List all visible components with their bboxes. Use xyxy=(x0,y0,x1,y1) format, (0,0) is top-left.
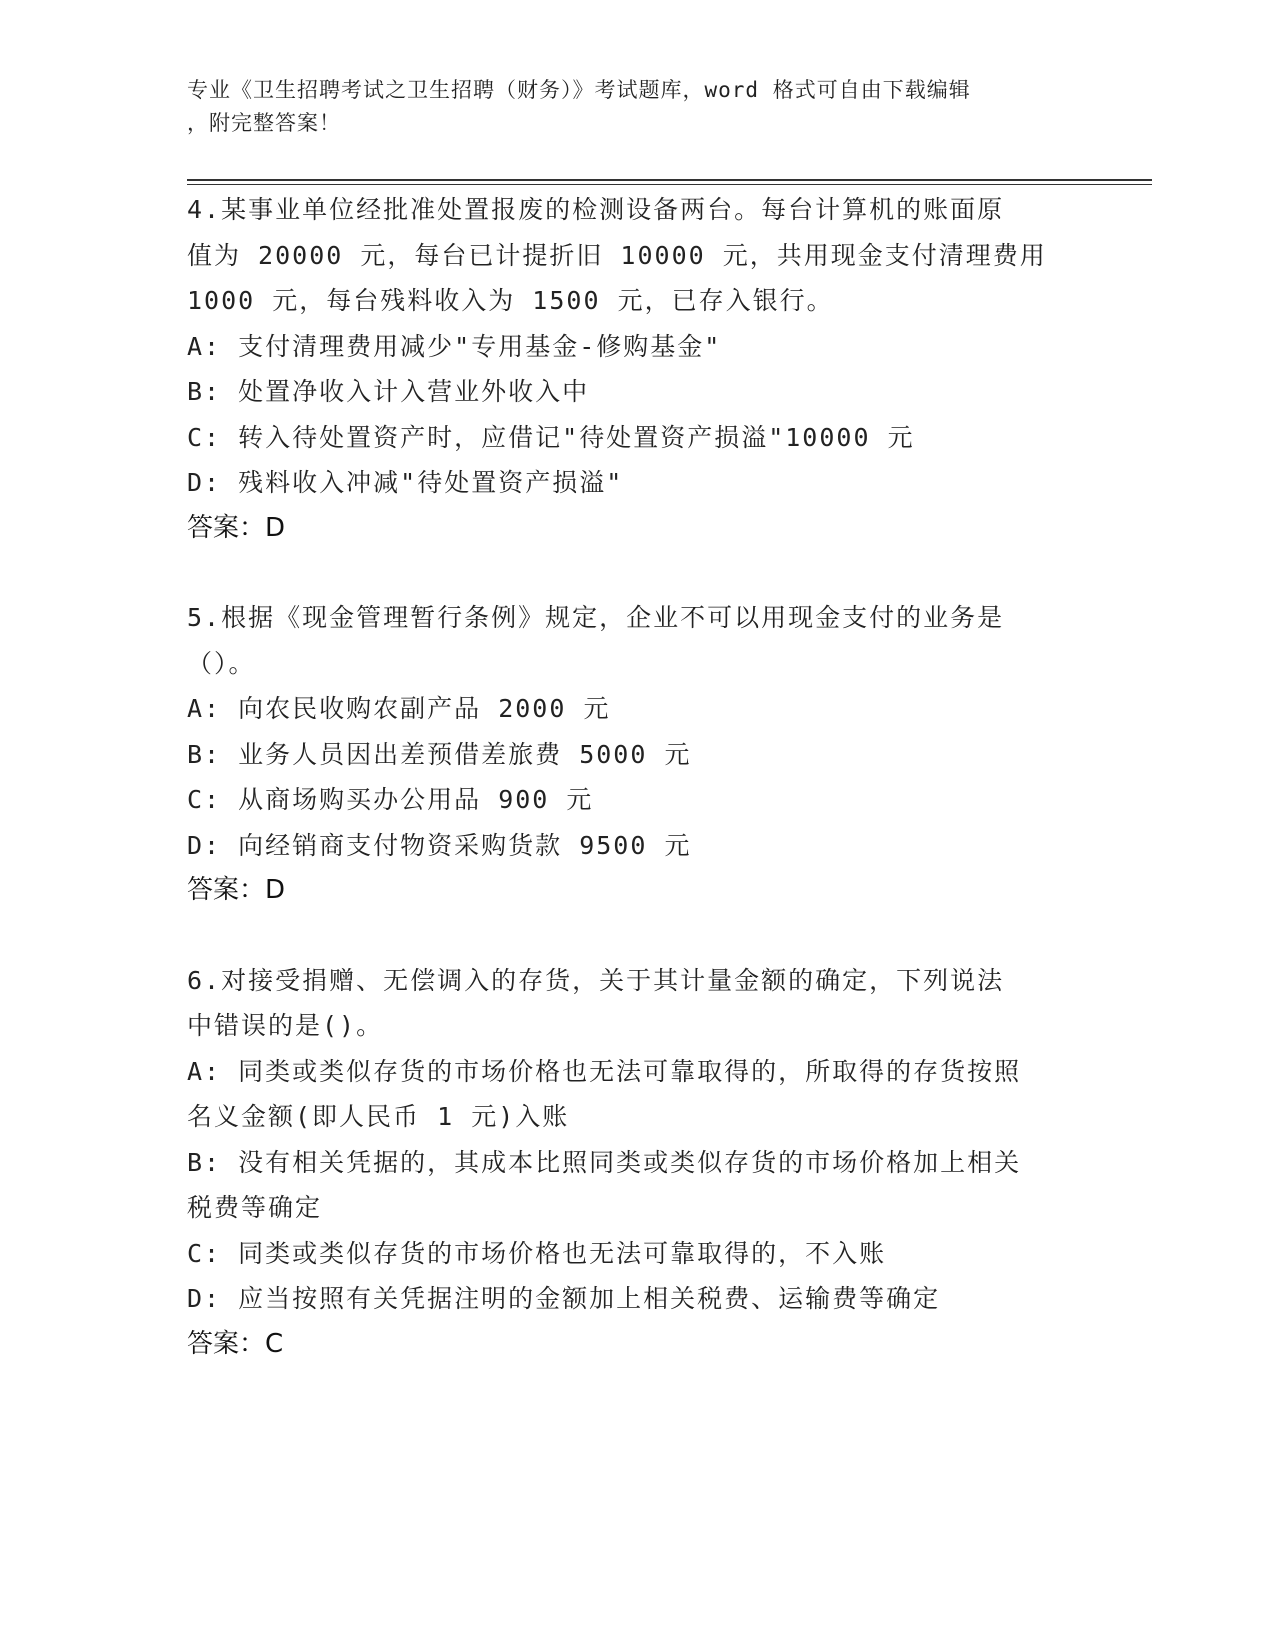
header-divider xyxy=(187,179,1152,181)
option-b: B: 没有相关凭据的，其成本比照同类或类似存货的市场价格加上相关 xyxy=(187,1147,1022,1177)
question-item xyxy=(187,958,1087,1368)
option-a: A: 向农民收购农副产品 2000 元 xyxy=(187,694,611,723)
question-stem: 5.根据《现金管理暂行条例》规定，企业不可以用现金支付的业务是 xyxy=(187,603,1005,632)
option-d: D: 残料收入冲减"待处置资产损溢" xyxy=(187,468,624,497)
answer-label: 答案：D xyxy=(187,512,286,543)
option-b: B: 业务人员因出差预借差旅费 5000 元 xyxy=(187,739,692,769)
question-stem: 6.对接受捐赠、无偿调入的存货，关于其计量金额的确定，下列说法 xyxy=(187,965,1005,995)
option-c: C: 同类或类似存货的市场价格也无法可靠取得的，不入账 xyxy=(187,1238,887,1268)
option-d: D: 向经销商支付物资采购货款 9500 元 xyxy=(187,830,692,860)
header-line: 专业《卫生招聘考试之卫生招聘（财务）》考试题库，word 格式可自由下载编辑 xyxy=(187,78,971,102)
option-a: A: 支付清理费用减少"专用基金-修购基金" xyxy=(187,331,722,361)
question-stem: 中错误的是()。 xyxy=(187,1011,384,1040)
question-list xyxy=(187,187,1087,1411)
document-header xyxy=(187,74,1087,140)
question-stem: 1000 元，每台残料收入为 1500 元，已存入银行。 xyxy=(187,286,834,315)
question-item xyxy=(187,187,1087,551)
question-stem: （）。 xyxy=(187,648,256,678)
question-item xyxy=(187,595,1087,914)
option-b-continued: 税费等确定 xyxy=(187,1193,323,1222)
header-divider xyxy=(187,184,1152,185)
option-d: D: 应当按照有关凭据注明的金额加上相关税费、运输费等确定 xyxy=(187,1284,941,1313)
answer-label: 答案：C xyxy=(187,1328,284,1359)
option-c: C: 转入待处置资产时，应借记"待处置资产损溢"10000 元 xyxy=(187,422,915,452)
option-a: A: 同类或类似存货的市场价格也无法可靠取得的，所取得的存货按照 xyxy=(187,1056,1022,1086)
question-stem: 4.某事业单位经批准处置报废的检测设备两台。每台计算机的账面原 xyxy=(187,195,1005,224)
option-a-continued: 名义金额(即人民币 1 元)入账 xyxy=(187,1102,570,1131)
answer-label: 答案：D xyxy=(187,875,286,905)
option-b: B: 处置净收入计入营业外收入中 xyxy=(187,377,590,406)
header-line: ，附完整答案！ xyxy=(187,111,341,135)
option-c: C: 从商场购买办公用品 900 元 xyxy=(187,785,594,814)
question-stem: 值为 20000 元，每台已计提折旧 10000 元，共用现金支付清理费用 xyxy=(187,240,1047,270)
